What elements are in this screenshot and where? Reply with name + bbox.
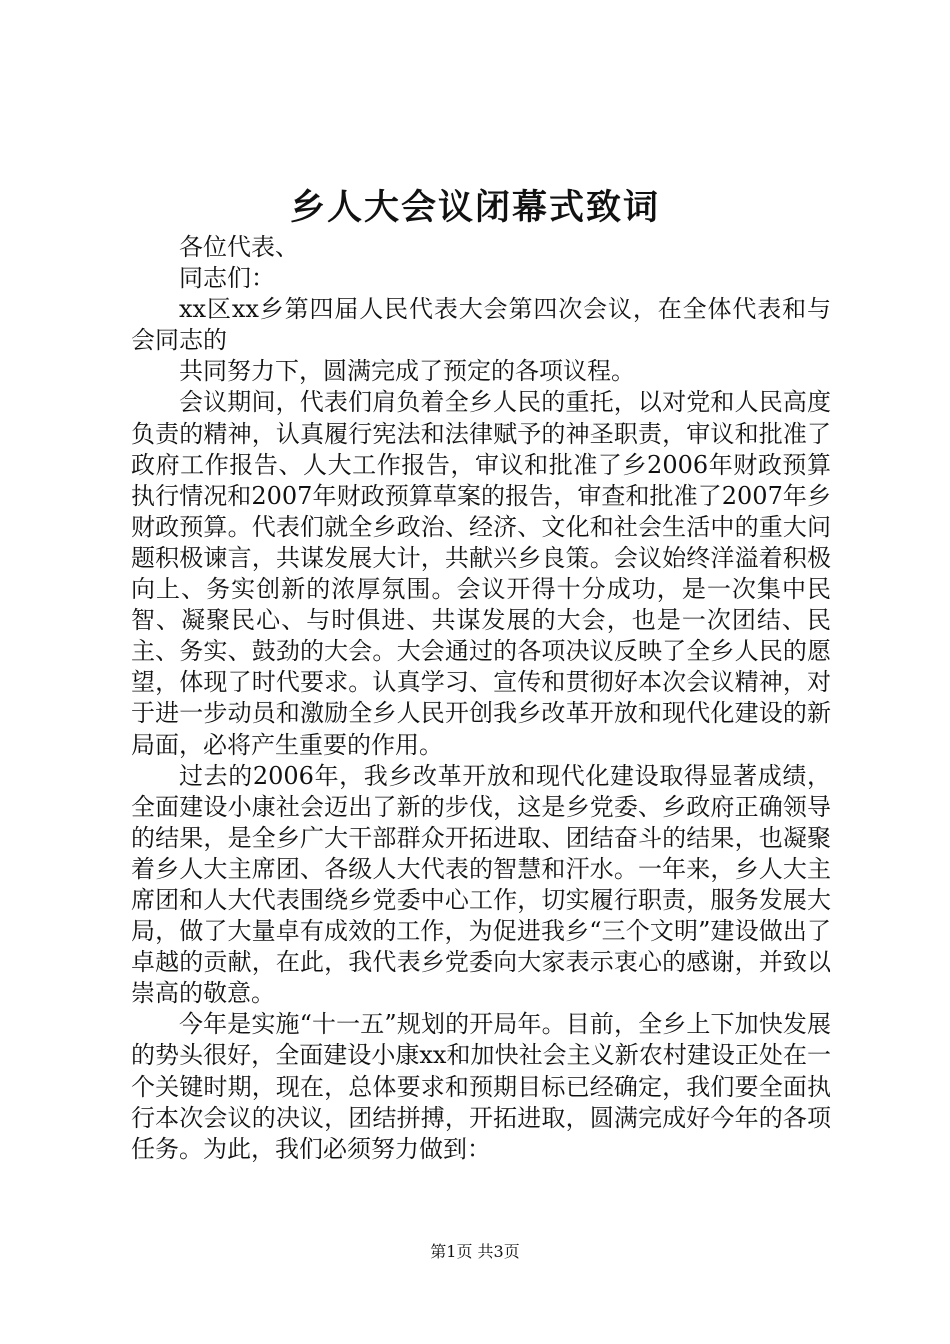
page-number-footer: 第1页 共3页 (430, 1242, 520, 1261)
salutation-paragraph: 各位代表、 (179, 233, 299, 261)
body-paragraph: 会议期间，代表们肩负着全乡人民的重托，以对党和人民高度负责的精神，认真履行宪法和法律赋予的神圣职责，审议和批准了政府工作报告、人大工作报告，审议和批准了乡2006年财政预算执行情况和2007年财政预算草案的报告，审查和批准了2007年乡财政预算。代表们就全乡政治、经济、文化和社会生活中的重大问题积极谏言，共谋发展大计，共献兴乡良策。会议始终洋溢着积极向上、务实创新的浓厚氛围。会议开得十分成功，是一次集中民智、凝聚民心、与时俱进、共谋发展的大会，也是一次团结、民主、务实、鼓劲的大会。大会通过的各项决议反映了全乡人民的愿望，体现了时代要求。认真学习、宣传和贯彻好本次会议精神，对于进一步动员和激励全乡人民开创我乡改革开放和现代化建设的新局面，必将产生重要的作用。 (131, 388, 831, 759)
salutation-paragraph: 同志们： (179, 264, 275, 293)
body-paragraph: 过去的2006年，我乡改革开放和现代化建设取得显著成绩，全面建设小康社会迈出了新的步伐，这是乡党委、乡政府正确领导的结果，是全乡广大干部群众开拓进取、团结奋斗的结果，也凝聚着乡人大主席团、各级人大代表的智慧和汗水。一年来，乡人大主席团和人大代表围绕乡党委中心工作，切实履行职责，服务发展大局，做了大量卓有成效的工作，为促进我乡“三个文明”建设做出了卓越的贡献，在此，我代表乡党委向大家表示衷心的感谢，并致以崇高的敬意。 (131, 761, 831, 1008)
body-paragraph: 今年是实施“十一五”规划的开局年。目前，全乡上下加快发展的势头很好，全面建设小康xx和加快社会主义新农村建设正处在一个关键时期，现在，总体要求和预期目标已经确定，我们要全面执行本次会议的决议，团结拼搏，开拓进取，圆满完成好今年的各项任务。为此，我们必须努力做到： (131, 1010, 831, 1163)
document-title: 乡人大会议闭幕式致词 (289, 187, 660, 228)
body-paragraph: xx区xx乡第四届人民代表大会第四次会议，在全体代表和与会同志的 (131, 295, 831, 355)
body-paragraph: 共同努力下，圆满完成了预定的各项议程。 (179, 357, 635, 386)
document-body (131, 232, 831, 1165)
